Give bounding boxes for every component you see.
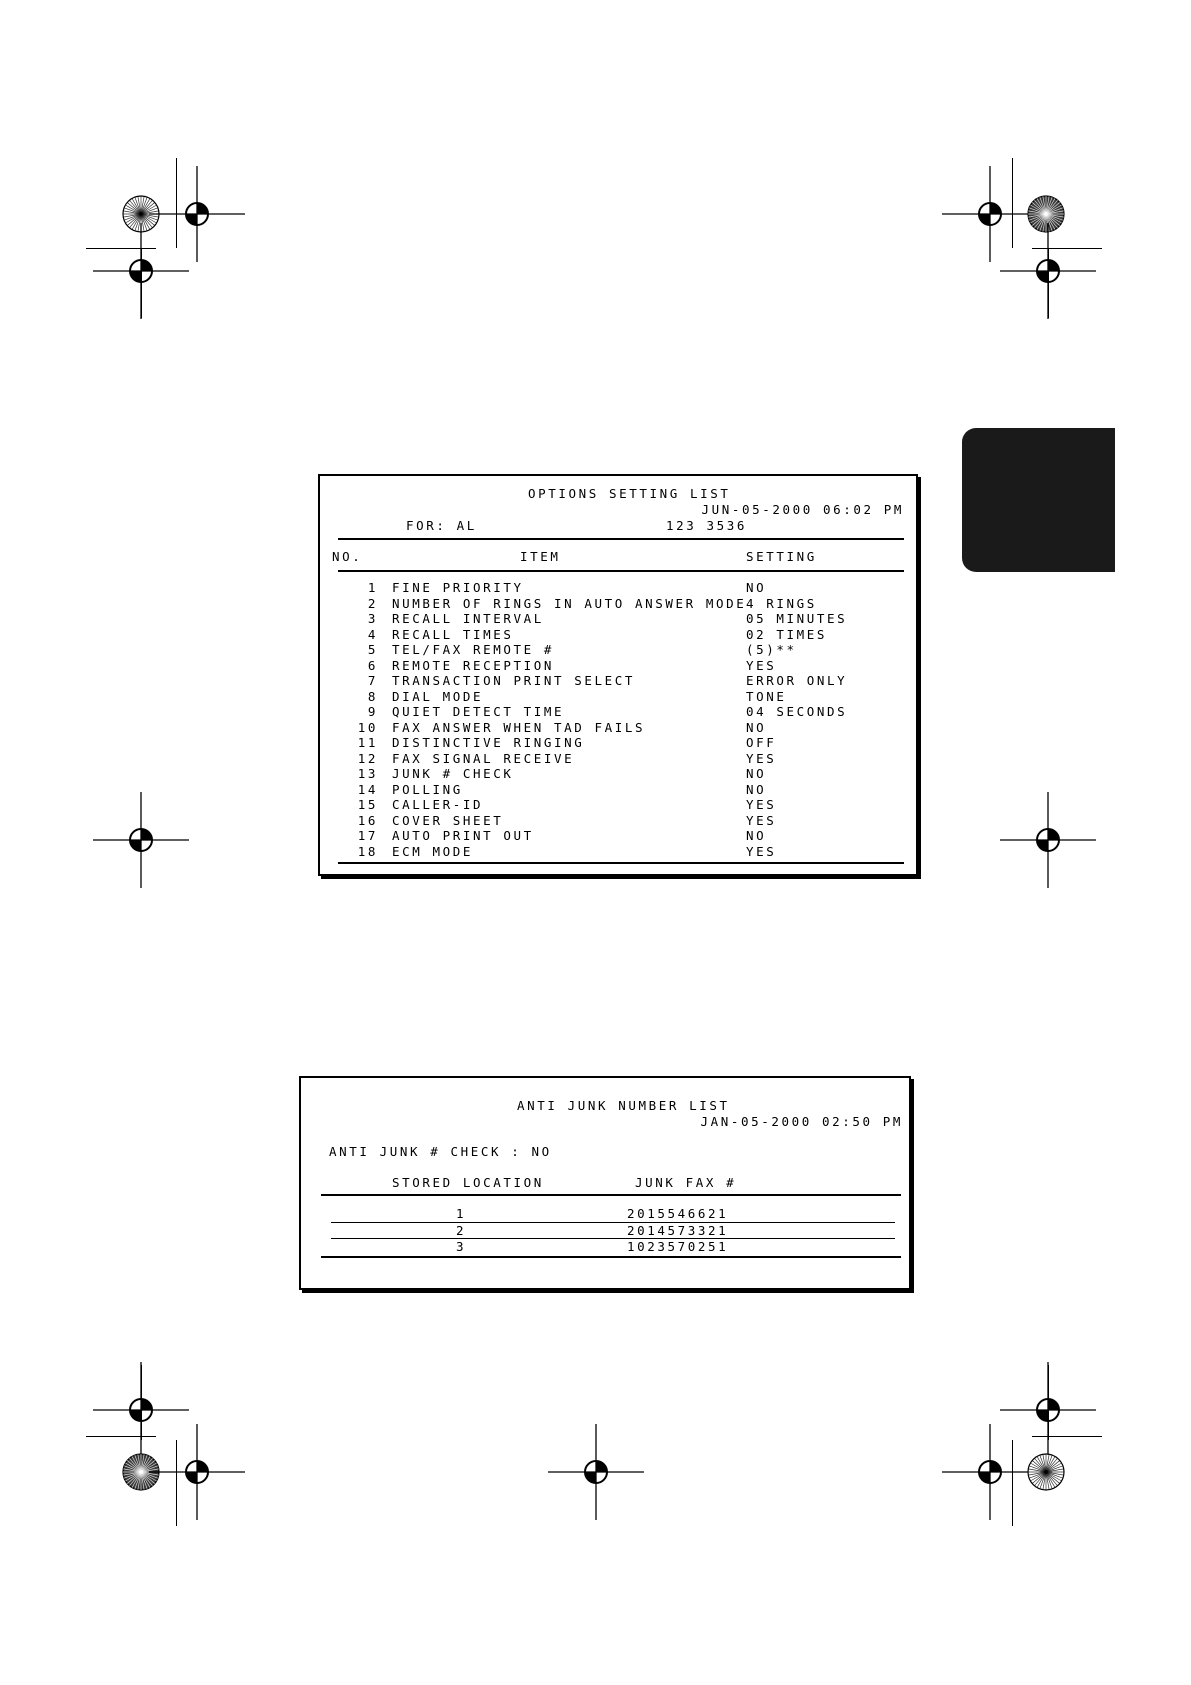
table-row [320, 704, 916, 720]
header-top-rule [338, 538, 904, 540]
row-item: REMOTE RECEPTION [392, 657, 555, 673]
row-number: 16 [357, 812, 378, 828]
table-row [320, 673, 916, 689]
header-rule [321, 1194, 901, 1196]
row-number: 18 [357, 843, 378, 859]
column-header-junk-fax: JUNK FAX # [635, 1175, 737, 1190]
row-setting: 4 RINGS [746, 595, 817, 611]
row-junk-fax-number: 2015546621 [627, 1206, 729, 1221]
row-item: FAX ANSWER WHEN TAD FAILS [392, 719, 646, 735]
report-title: OPTIONS SETTING LIST [528, 486, 731, 501]
row-item: COVER SHEET [392, 812, 504, 828]
row-item: RECALL TIMES [392, 626, 514, 642]
table-bottom-rule [338, 862, 904, 864]
report-datetime: JAN-05-2000 02:50 PM [700, 1114, 903, 1129]
row-stored-location: 1 [456, 1206, 467, 1221]
row-number: 11 [357, 735, 378, 750]
row-setting: NO [746, 781, 767, 797]
crop-line [141, 248, 142, 318]
row-setting: ERROR ONLY [746, 673, 848, 688]
row-item: ECM MODE [392, 843, 474, 859]
crop-line [1048, 1365, 1049, 1440]
row-number: 3 [367, 611, 378, 626]
row-setting: YES [746, 657, 777, 673]
table-row [320, 844, 916, 860]
row-setting: OFF [746, 735, 777, 750]
row-setting: YES [746, 797, 777, 812]
row-item: TEL/FAX REMOTE # [392, 642, 555, 657]
row-number: 7 [367, 673, 378, 688]
table-row [320, 627, 916, 643]
row-setting: YES [746, 843, 777, 859]
crosshair-icon [91, 790, 191, 890]
row-junk-fax-number: 2014573321 [627, 1222, 729, 1238]
row-item: JUNK # CHECK [392, 766, 514, 781]
row-setting: YES [746, 750, 777, 766]
row-item: FINE PRIORITY [392, 580, 524, 595]
row-number: 1 [367, 580, 378, 595]
table-row [320, 596, 916, 612]
row-item: CALLER-ID [392, 797, 484, 812]
table-row [301, 1239, 909, 1256]
row-item: DIAL MODE [392, 688, 484, 704]
crop-line [1032, 1436, 1102, 1437]
table-row [320, 580, 916, 596]
row-number: 17 [357, 828, 378, 843]
crop-line [176, 1440, 177, 1526]
row-setting: 02 TIMES [746, 626, 828, 642]
table-row [320, 658, 916, 674]
row-item: TRANSACTION PRINT SELECT [392, 673, 636, 688]
table-row [320, 782, 916, 798]
row-item: AUTO PRINT OUT [392, 828, 534, 843]
row-number: 9 [367, 704, 378, 719]
table-row [320, 735, 916, 751]
crosshair-icon [546, 1422, 646, 1522]
junk-check-status: ANTI JUNK # CHECK : NO [329, 1144, 552, 1159]
row-stored-location: 2 [456, 1222, 467, 1238]
row-number: 14 [357, 781, 378, 797]
row-setting: (5)** [746, 642, 797, 657]
row-number: 5 [367, 642, 378, 657]
row-number: 4 [367, 626, 378, 642]
row-item: POLLING [392, 781, 463, 797]
row-setting: NO [746, 828, 767, 843]
column-header-no: NO. [332, 549, 363, 564]
crosshair-icon [940, 1422, 1040, 1522]
column-header-item: ITEM [520, 549, 561, 564]
row-number: 6 [367, 657, 378, 673]
report-title: ANTI JUNK NUMBER LIST [517, 1098, 730, 1113]
row-setting: NO [746, 766, 767, 781]
report-for-label: FOR: AL [406, 518, 477, 533]
row-item: RECALL INTERVAL [392, 611, 544, 626]
section-tab [962, 428, 1115, 572]
anti-junk-number-list-report [299, 1076, 911, 1290]
crosshair-icon [998, 790, 1098, 890]
row-item: FAX SIGNAL RECEIVE [392, 750, 575, 766]
row-setting: NO [746, 580, 767, 595]
crop-line [86, 1436, 156, 1437]
report-datetime: JUN-05-2000 06:02 PM [701, 502, 904, 517]
crop-line [1012, 1440, 1013, 1526]
crosshair-icon [147, 1422, 247, 1522]
table-bottom-rule [321, 1256, 901, 1258]
table-row [320, 720, 916, 736]
row-number: 12 [357, 750, 378, 766]
column-header-stored-location: STORED LOCATION [392, 1175, 544, 1190]
row-setting: 05 MINUTES [746, 611, 848, 626]
table-row [320, 797, 916, 813]
table-row [320, 611, 916, 627]
crop-line [141, 1365, 142, 1440]
table-row [320, 813, 916, 829]
table-row [301, 1206, 909, 1223]
row-number: 8 [367, 688, 378, 704]
starburst-icon [1026, 1452, 1066, 1492]
row-number: 15 [357, 797, 378, 812]
row-item: QUIET DETECT TIME [392, 704, 565, 719]
header-bottom-rule [338, 570, 904, 572]
row-number: 13 [357, 766, 378, 781]
table-row [320, 766, 916, 782]
row-item: DISTINCTIVE RINGING [392, 735, 585, 750]
report-phone: 123 3536 [666, 518, 748, 533]
table-row [320, 642, 916, 658]
table-row [320, 828, 916, 844]
column-header-setting: SETTING [746, 549, 817, 564]
options-setting-list-report [318, 474, 918, 876]
crop-line [1048, 248, 1049, 318]
table-row [320, 689, 916, 705]
row-item: NUMBER OF RINGS IN AUTO ANSWER MODE [392, 595, 747, 611]
row-setting: TONE [746, 688, 787, 704]
table-row [301, 1223, 909, 1240]
row-setting: NO [746, 719, 767, 735]
row-number: 2 [367, 595, 378, 611]
row-number: 10 [357, 719, 378, 735]
row-setting: 04 SECONDS [746, 704, 848, 719]
table-row [320, 751, 916, 767]
row-setting: YES [746, 812, 777, 828]
row-stored-location: 3 [456, 1239, 467, 1254]
row-junk-fax-number: 1023570251 [627, 1239, 729, 1254]
